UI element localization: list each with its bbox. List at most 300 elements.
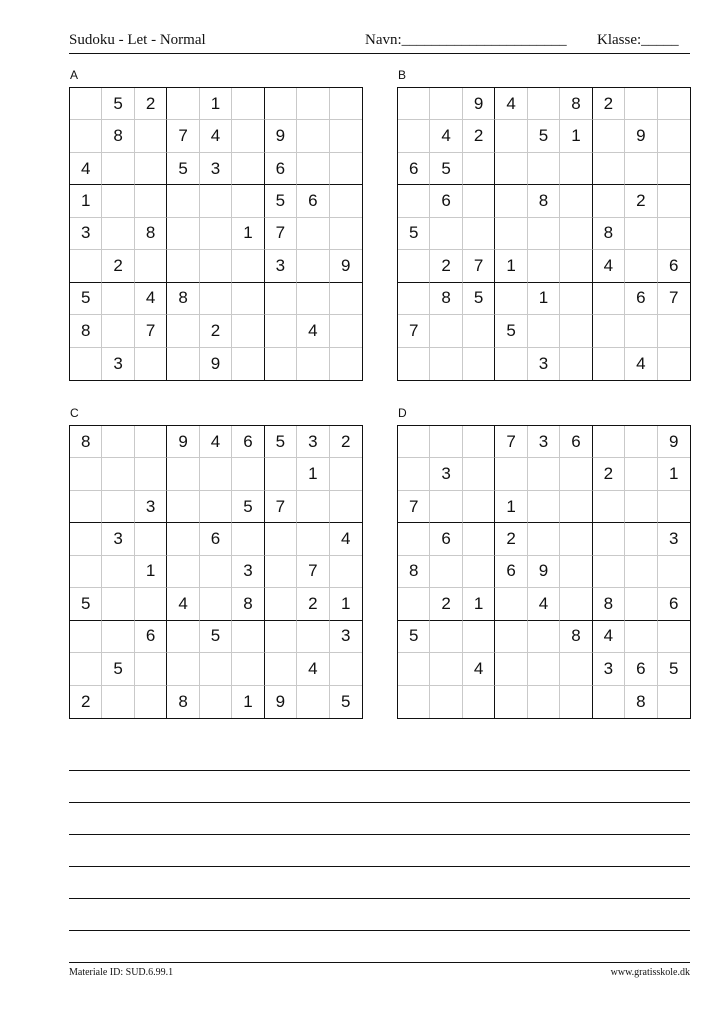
website-link[interactable]: www.gratisskole.dk (610, 967, 690, 978)
empty-cell[interactable] (330, 556, 362, 588)
empty-cell[interactable] (495, 621, 527, 653)
empty-cell[interactable] (593, 686, 625, 718)
given-digit-cell: 9 (265, 686, 297, 718)
empty-cell[interactable] (330, 491, 362, 523)
empty-cell[interactable] (102, 686, 134, 718)
empty-cell[interactable] (265, 458, 297, 490)
given-digit-cell: 1 (658, 458, 690, 490)
empty-cell[interactable] (70, 491, 102, 523)
given-digit-cell: 4 (528, 588, 560, 620)
empty-cell[interactable] (398, 523, 430, 555)
empty-cell[interactable] (135, 250, 167, 282)
given-digit-cell: 5 (102, 653, 134, 685)
empty-cell[interactable] (593, 523, 625, 555)
empty-cell[interactable] (593, 315, 625, 347)
given-digit-cell: 3 (528, 348, 560, 380)
empty-cell[interactable] (265, 523, 297, 555)
empty-cell[interactable] (560, 458, 592, 490)
empty-cell[interactable] (102, 621, 134, 653)
given-digit-cell: 6 (430, 523, 462, 555)
given-digit-cell: 3 (102, 523, 134, 555)
empty-cell[interactable] (167, 653, 199, 685)
empty-cell[interactable] (297, 283, 329, 315)
empty-cell[interactable] (560, 348, 592, 380)
empty-cell[interactable] (200, 458, 232, 490)
empty-cell[interactable] (495, 653, 527, 685)
empty-cell[interactable] (593, 120, 625, 152)
empty-cell[interactable] (593, 556, 625, 588)
empty-cell[interactable] (330, 218, 362, 250)
empty-cell[interactable] (135, 120, 167, 152)
given-digit-cell: 6 (200, 523, 232, 555)
empty-cell[interactable] (102, 426, 134, 458)
empty-cell[interactable] (658, 185, 690, 217)
empty-cell[interactable] (200, 588, 232, 620)
empty-cell[interactable] (232, 523, 264, 555)
empty-cell[interactable] (232, 621, 264, 653)
empty-cell[interactable] (200, 686, 232, 718)
empty-cell[interactable] (593, 153, 625, 185)
given-digit-cell: 6 (430, 185, 462, 217)
empty-cell[interactable] (528, 218, 560, 250)
empty-cell[interactable] (398, 458, 430, 490)
given-digit-cell: 6 (495, 556, 527, 588)
empty-cell[interactable] (560, 491, 592, 523)
empty-cell[interactable] (167, 185, 199, 217)
given-digit-cell: 2 (330, 426, 362, 458)
puzzle-a-label: A (70, 68, 79, 82)
empty-cell[interactable] (330, 315, 362, 347)
given-digit-cell: 6 (625, 653, 657, 685)
empty-cell[interactable] (330, 185, 362, 217)
empty-cell[interactable] (528, 88, 560, 120)
given-digit-cell: 6 (560, 426, 592, 458)
empty-cell[interactable] (297, 120, 329, 152)
given-digit-cell: 9 (528, 556, 560, 588)
empty-cell[interactable] (102, 153, 134, 185)
given-digit-cell: 4 (200, 426, 232, 458)
empty-cell[interactable] (200, 491, 232, 523)
given-digit-cell: 8 (528, 185, 560, 217)
empty-cell[interactable] (625, 426, 657, 458)
empty-cell[interactable] (330, 88, 362, 120)
empty-cell[interactable] (167, 523, 199, 555)
empty-cell[interactable] (265, 315, 297, 347)
empty-cell[interactable] (658, 218, 690, 250)
empty-cell[interactable] (102, 458, 134, 490)
given-digit-cell: 7 (658, 283, 690, 315)
empty-cell[interactable] (528, 458, 560, 490)
empty-cell[interactable] (135, 153, 167, 185)
empty-cell[interactable] (625, 458, 657, 490)
empty-cell[interactable] (625, 491, 657, 523)
empty-cell[interactable] (232, 153, 264, 185)
empty-cell[interactable] (463, 153, 495, 185)
given-digit-cell: 3 (430, 458, 462, 490)
given-digit-cell: 4 (463, 653, 495, 685)
empty-cell[interactable] (232, 283, 264, 315)
name-field[interactable]: Navn:______________________ (365, 32, 567, 48)
empty-cell[interactable] (463, 458, 495, 490)
empty-cell[interactable] (398, 185, 430, 217)
empty-cell[interactable] (495, 185, 527, 217)
given-digit-cell: 5 (463, 283, 495, 315)
empty-cell[interactable] (560, 523, 592, 555)
worksheet-title: Sudoku - Let - Normal (69, 32, 206, 48)
given-digit-cell: 9 (265, 120, 297, 152)
empty-cell[interactable] (70, 88, 102, 120)
given-digit-cell: 2 (593, 88, 625, 120)
given-digit-cell: 2 (135, 88, 167, 120)
empty-cell[interactable] (528, 250, 560, 282)
empty-cell[interactable] (330, 120, 362, 152)
given-digit-cell: 3 (658, 523, 690, 555)
empty-cell[interactable] (70, 621, 102, 653)
empty-cell[interactable] (102, 315, 134, 347)
given-digit-cell: 8 (232, 588, 264, 620)
empty-cell[interactable] (70, 458, 102, 490)
empty-cell[interactable] (593, 283, 625, 315)
empty-cell[interactable] (167, 348, 199, 380)
empty-cell[interactable] (297, 491, 329, 523)
empty-cell[interactable] (102, 185, 134, 217)
given-digit-cell: 6 (625, 283, 657, 315)
empty-cell[interactable] (528, 621, 560, 653)
given-digit-cell: 5 (265, 426, 297, 458)
empty-cell[interactable] (658, 88, 690, 120)
given-digit-cell: 7 (265, 218, 297, 250)
empty-cell[interactable] (593, 426, 625, 458)
empty-cell[interactable] (528, 315, 560, 347)
given-digit-cell: 6 (658, 250, 690, 282)
given-digit-cell: 5 (232, 491, 264, 523)
empty-cell[interactable] (297, 523, 329, 555)
given-digit-cell: 4 (297, 315, 329, 347)
empty-cell[interactable] (135, 588, 167, 620)
empty-cell[interactable] (167, 218, 199, 250)
empty-cell[interactable] (330, 653, 362, 685)
empty-cell[interactable] (495, 120, 527, 152)
given-digit-cell: 3 (70, 218, 102, 250)
given-digit-cell: 8 (167, 283, 199, 315)
empty-cell[interactable] (232, 315, 264, 347)
empty-cell[interactable] (102, 588, 134, 620)
empty-cell[interactable] (658, 315, 690, 347)
empty-cell[interactable] (265, 653, 297, 685)
given-digit-cell: 3 (330, 621, 362, 653)
empty-cell[interactable] (297, 348, 329, 380)
given-digit-cell: 8 (430, 283, 462, 315)
empty-cell[interactable] (265, 588, 297, 620)
empty-cell[interactable] (70, 523, 102, 555)
empty-cell[interactable] (625, 218, 657, 250)
given-digit-cell: 8 (593, 218, 625, 250)
given-digit-cell: 8 (70, 315, 102, 347)
empty-cell[interactable] (658, 621, 690, 653)
empty-cell[interactable] (495, 348, 527, 380)
empty-cell[interactable] (167, 621, 199, 653)
empty-cell[interactable] (265, 556, 297, 588)
empty-cell[interactable] (658, 556, 690, 588)
empty-cell[interactable] (658, 153, 690, 185)
empty-cell[interactable] (265, 88, 297, 120)
given-digit-cell: 8 (560, 621, 592, 653)
given-digit-cell: 3 (232, 556, 264, 588)
empty-cell[interactable] (495, 153, 527, 185)
empty-cell[interactable] (560, 218, 592, 250)
empty-cell[interactable] (398, 283, 430, 315)
given-digit-cell: 2 (200, 315, 232, 347)
empty-cell[interactable] (560, 250, 592, 282)
empty-cell[interactable] (265, 621, 297, 653)
empty-cell[interactable] (495, 686, 527, 718)
given-digit-cell: 9 (625, 120, 657, 152)
empty-cell[interactable] (232, 120, 264, 152)
empty-cell[interactable] (232, 458, 264, 490)
empty-cell[interactable] (330, 153, 362, 185)
empty-cell[interactable] (560, 686, 592, 718)
empty-cell[interactable] (70, 120, 102, 152)
empty-cell[interactable] (330, 458, 362, 490)
empty-cell[interactable] (167, 491, 199, 523)
empty-cell[interactable] (658, 686, 690, 718)
empty-cell[interactable] (625, 556, 657, 588)
empty-cell[interactable] (463, 426, 495, 458)
empty-cell[interactable] (167, 315, 199, 347)
given-digit-cell: 9 (200, 348, 232, 380)
empty-cell[interactable] (398, 348, 430, 380)
empty-cell[interactable] (430, 348, 462, 380)
given-digit-cell: 5 (341, 691, 351, 711)
given-digit-cell: 4 (593, 621, 625, 653)
given-digit-cell: 3 (265, 250, 297, 282)
empty-cell[interactable] (200, 218, 232, 250)
writing-line (69, 930, 690, 931)
empty-cell[interactable] (232, 88, 264, 120)
given-digit-cell: 4 (70, 153, 102, 185)
empty-cell[interactable] (430, 686, 462, 718)
empty-cell[interactable] (560, 153, 592, 185)
empty-cell[interactable] (398, 426, 430, 458)
empty-cell[interactable] (297, 153, 329, 185)
puzzle-c-label: C (70, 406, 79, 420)
empty-cell[interactable] (70, 348, 102, 380)
empty-cell[interactable] (430, 426, 462, 458)
empty-cell[interactable] (70, 653, 102, 685)
empty-cell[interactable] (430, 315, 462, 347)
empty-cell[interactable] (593, 348, 625, 380)
empty-cell[interactable] (463, 491, 495, 523)
given-digit-cell: 1 (135, 556, 167, 588)
empty-cell[interactable] (297, 88, 329, 120)
empty-cell[interactable] (135, 686, 167, 718)
given-digit-cell: 3 (297, 426, 329, 458)
given-digit-cell: 5 (70, 283, 102, 315)
given-digit-cell: 7 (398, 491, 430, 523)
given-digit-cell: 8 (560, 88, 592, 120)
empty-cell[interactable] (463, 315, 495, 347)
empty-cell[interactable] (560, 185, 592, 217)
empty-cell[interactable] (297, 250, 329, 282)
given-digit-cell: 3 (200, 153, 232, 185)
empty-cell[interactable] (593, 491, 625, 523)
empty-cell[interactable] (200, 653, 232, 685)
empty-cell[interactable] (560, 653, 592, 685)
empty-cell[interactable] (232, 185, 264, 217)
empty-cell[interactable] (658, 491, 690, 523)
given-digit-cell: 4 (625, 348, 657, 380)
empty-cell[interactable] (560, 283, 592, 315)
empty-cell[interactable] (560, 556, 592, 588)
empty-cell[interactable] (232, 348, 264, 380)
empty-cell[interactable] (297, 621, 329, 653)
empty-cell[interactable] (232, 653, 264, 685)
empty-cell[interactable] (200, 283, 232, 315)
empty-cell[interactable] (330, 283, 362, 315)
empty-cell[interactable] (398, 588, 430, 620)
given-digit-cell: 6 (232, 426, 264, 458)
empty-cell[interactable] (528, 653, 560, 685)
empty-cell[interactable] (167, 88, 199, 120)
empty-cell[interactable] (430, 621, 462, 653)
empty-cell[interactable] (528, 686, 560, 718)
empty-cell[interactable] (495, 588, 527, 620)
empty-cell[interactable] (200, 556, 232, 588)
empty-cell[interactable] (265, 348, 297, 380)
empty-cell[interactable] (430, 653, 462, 685)
empty-cell[interactable] (330, 348, 362, 380)
sudoku-grid-a (69, 87, 363, 381)
writing-line (69, 898, 690, 899)
empty-cell[interactable] (463, 523, 495, 555)
empty-cell[interactable] (495, 283, 527, 315)
empty-cell[interactable] (463, 556, 495, 588)
empty-cell[interactable] (297, 686, 329, 718)
empty-cell[interactable] (265, 283, 297, 315)
given-digit-cell: 6 (398, 153, 430, 185)
given-digit-cell: 5 (265, 185, 297, 217)
empty-cell[interactable] (102, 491, 134, 523)
empty-cell[interactable] (463, 218, 495, 250)
empty-cell[interactable] (658, 120, 690, 152)
footer-divider (69, 962, 690, 963)
empty-cell[interactable] (398, 686, 430, 718)
empty-cell[interactable] (625, 621, 657, 653)
given-digit-cell: 8 (135, 218, 167, 250)
given-digit-cell: 4 (297, 653, 329, 685)
empty-cell[interactable] (102, 218, 134, 250)
empty-cell[interactable] (430, 556, 462, 588)
empty-cell[interactable] (102, 283, 134, 315)
empty-cell[interactable] (398, 250, 430, 282)
empty-cell[interactable] (232, 250, 264, 282)
empty-cell[interactable] (200, 250, 232, 282)
empty-cell[interactable] (135, 185, 167, 217)
given-digit-cell: 5 (658, 653, 690, 685)
empty-cell[interactable] (398, 88, 430, 120)
given-digit-cell: 4 (593, 250, 625, 282)
empty-cell[interactable] (135, 653, 167, 685)
given-digit-cell: 5 (70, 588, 102, 620)
given-digit-cell: 1 (560, 120, 592, 152)
empty-cell[interactable] (430, 491, 462, 523)
given-digit-cell: 7 (135, 315, 167, 347)
empty-cell[interactable] (625, 588, 657, 620)
puzzle-d-label: D (398, 406, 407, 420)
empty-cell[interactable] (200, 185, 232, 217)
given-digit-cell: 2 (430, 588, 462, 620)
given-digit-cell: 5 (430, 153, 462, 185)
given-digit-cell: 7 (167, 120, 199, 152)
empty-cell[interactable] (593, 185, 625, 217)
writing-line (69, 770, 690, 771)
empty-cell[interactable] (70, 250, 102, 282)
given-digit-cell: 6 (297, 185, 329, 217)
sudoku-grid-d (397, 425, 691, 719)
empty-cell[interactable] (135, 348, 167, 380)
given-digit-cell: 8 (70, 426, 102, 458)
empty-cell[interactable] (398, 120, 430, 152)
given-digit-cell: 1 (495, 250, 527, 282)
empty-cell[interactable] (70, 556, 102, 588)
empty-cell[interactable] (463, 185, 495, 217)
empty-cell[interactable] (625, 88, 657, 120)
empty-cell[interactable] (135, 426, 167, 458)
given-digit-cell: 8 (398, 556, 430, 588)
empty-cell[interactable] (430, 218, 462, 250)
given-digit-cell: 1 (495, 491, 527, 523)
empty-cell[interactable] (297, 218, 329, 250)
given-digit-cell: 1 (528, 283, 560, 315)
given-digit-cell: 8 (625, 686, 657, 718)
given-digit-cell: 4 (430, 120, 462, 152)
writing-line (69, 866, 690, 867)
empty-cell[interactable] (495, 218, 527, 250)
empty-cell[interactable] (528, 153, 560, 185)
empty-cell[interactable] (167, 250, 199, 282)
empty-cell[interactable] (167, 458, 199, 490)
given-digit-cell: 7 (398, 315, 430, 347)
sudoku-grid-c (69, 425, 363, 719)
empty-cell[interactable] (495, 458, 527, 490)
empty-cell[interactable] (430, 88, 462, 120)
empty-cell[interactable] (625, 250, 657, 282)
empty-cell[interactable] (463, 348, 495, 380)
given-digit-cell: 5 (102, 88, 134, 120)
empty-cell[interactable] (560, 588, 592, 620)
given-digit-cell: 4 (495, 88, 527, 120)
empty-cell[interactable] (463, 621, 495, 653)
empty-cell[interactable] (463, 686, 495, 718)
empty-cell[interactable] (102, 556, 134, 588)
empty-cell[interactable] (398, 653, 430, 685)
empty-cell[interactable] (625, 523, 657, 555)
given-digit-cell: 8 (593, 588, 625, 620)
given-digit-cell: 2 (463, 120, 495, 152)
empty-cell[interactable] (135, 523, 167, 555)
given-digit-cell: 5 (495, 315, 527, 347)
empty-cell[interactable] (528, 523, 560, 555)
empty-cell[interactable] (625, 153, 657, 185)
empty-cell[interactable] (135, 458, 167, 490)
class-field[interactable]: Klasse:_____ (597, 32, 679, 48)
empty-cell[interactable] (625, 315, 657, 347)
given-digit-cell: 7 (297, 556, 329, 588)
empty-cell[interactable] (528, 491, 560, 523)
empty-cell[interactable] (658, 348, 690, 380)
empty-cell[interactable] (167, 556, 199, 588)
empty-cell[interactable] (560, 315, 592, 347)
